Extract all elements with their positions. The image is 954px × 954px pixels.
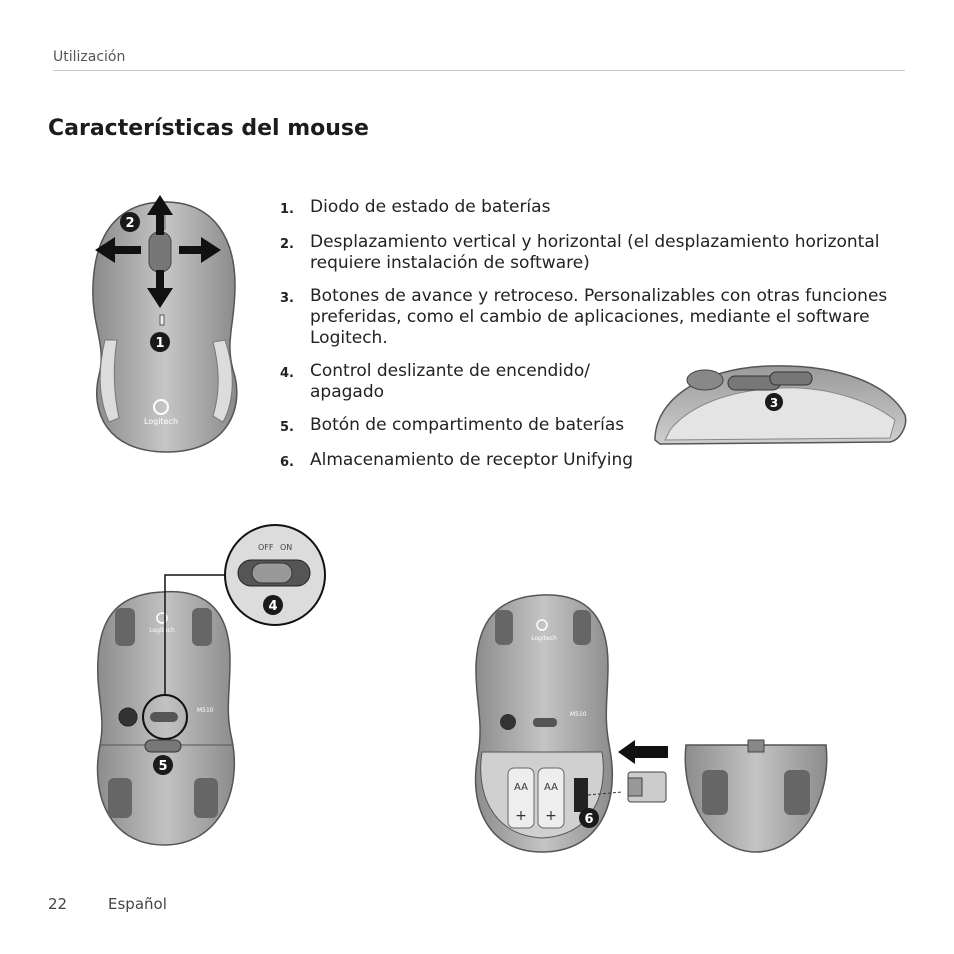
feature-text: Botones de avance y retroceso. Personalizables con otras funciones preferidas, como el cambio de aplicaciones, mediante el software Logitech. bbox=[310, 286, 888, 348]
foot-pad bbox=[573, 610, 591, 645]
receiver-storage-slot bbox=[574, 778, 588, 812]
feature-item-6 bbox=[280, 450, 900, 473]
foot-pad bbox=[194, 778, 218, 818]
battery-led bbox=[160, 315, 164, 325]
svg-text:2: 2 bbox=[125, 216, 135, 231]
page-number: 22 bbox=[48, 895, 68, 913]
model-label: M510 bbox=[197, 707, 214, 714]
brand-label: Logitech bbox=[531, 635, 557, 642]
optical-sensor bbox=[500, 714, 516, 730]
foot-pad bbox=[115, 608, 135, 646]
mouse-top-view-illustration bbox=[85, 190, 255, 465]
power-switch-small bbox=[533, 718, 557, 727]
language-label: Español bbox=[108, 895, 167, 913]
optical-sensor bbox=[119, 708, 137, 726]
back-button bbox=[770, 372, 812, 385]
callout-1 bbox=[150, 332, 170, 352]
feature-text: Desplazamiento vertical y horizontal (el desplazamiento horizontal requiere instalación de software) bbox=[310, 232, 880, 273]
callout-6 bbox=[579, 808, 599, 828]
feature-text: Control deslizante de encendido/ apagado bbox=[310, 361, 590, 402]
insert-arrow-icon bbox=[618, 740, 668, 764]
callout-3 bbox=[765, 393, 783, 411]
page-title: Características del mouse bbox=[48, 116, 369, 141]
svg-text:3: 3 bbox=[769, 396, 779, 410]
foot-pad bbox=[192, 608, 212, 646]
mouse-battery-compartment-illustration bbox=[470, 590, 840, 860]
callout-4 bbox=[263, 595, 283, 615]
callout-5 bbox=[153, 755, 173, 775]
mouse-side-view-illustration bbox=[650, 360, 910, 450]
battery-size-label: AA bbox=[514, 782, 528, 793]
feature-number: 1. bbox=[280, 202, 294, 217]
foot-pad bbox=[495, 610, 513, 645]
side-scroll-wheel bbox=[687, 370, 723, 390]
section-label: Utilización bbox=[53, 49, 126, 65]
battery-size-label: AA bbox=[544, 782, 558, 793]
svg-text:5: 5 bbox=[158, 759, 168, 774]
feature-text: Almacenamiento de receptor Unifying bbox=[310, 450, 634, 470]
foot-pad bbox=[702, 770, 728, 815]
feature-item-2 bbox=[280, 232, 900, 274]
switch-off-label: OFF bbox=[258, 543, 274, 552]
svg-text:6: 6 bbox=[584, 812, 594, 827]
svg-text:1: 1 bbox=[155, 336, 165, 351]
battery-door-latch bbox=[748, 740, 764, 752]
brand-label: Logitech bbox=[149, 627, 175, 634]
mouse-bottom-view-illustration bbox=[90, 520, 330, 870]
foot-pad bbox=[108, 778, 132, 818]
feature-text: Botón de compartimento de baterías bbox=[310, 415, 625, 435]
feature-number: 4. bbox=[280, 366, 294, 381]
foot-pad bbox=[784, 770, 810, 815]
unifying-receiver-plug bbox=[628, 778, 642, 796]
feature-number: 6. bbox=[280, 455, 294, 470]
battery-compartment-button bbox=[145, 740, 181, 752]
feature-number: 3. bbox=[280, 291, 294, 306]
scroll-wheel bbox=[149, 232, 171, 272]
feature-item-3 bbox=[280, 286, 900, 349]
feature-number: 5. bbox=[280, 420, 294, 435]
callout-2 bbox=[120, 212, 140, 232]
brand-label: Logitech bbox=[143, 417, 179, 426]
header-divider bbox=[53, 70, 905, 71]
feature-number: 2. bbox=[280, 237, 294, 252]
magnified-switch-knob bbox=[252, 563, 292, 583]
feature-item-1 bbox=[280, 197, 900, 220]
power-switch-small bbox=[150, 712, 178, 722]
feature-text: Diodo de estado de baterías bbox=[310, 197, 551, 217]
svg-text:4: 4 bbox=[268, 599, 278, 614]
switch-on-label: ON bbox=[280, 543, 293, 552]
battery-plus-label: + bbox=[545, 808, 557, 824]
battery-plus-label: + bbox=[515, 808, 527, 824]
model-label: M510 bbox=[570, 711, 587, 718]
